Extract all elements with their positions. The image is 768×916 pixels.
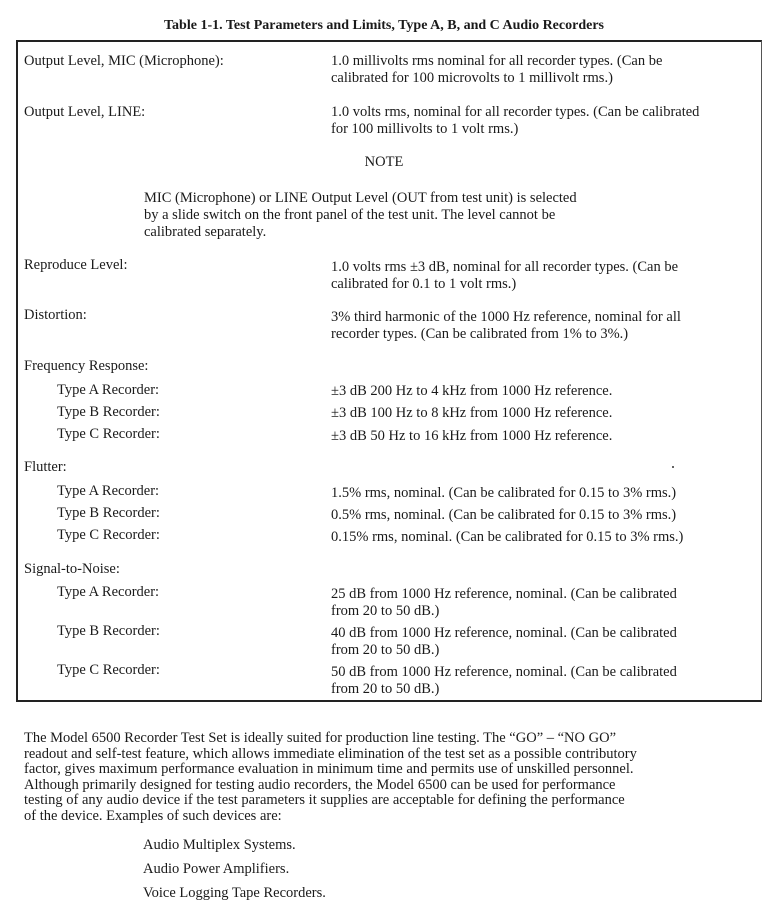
flutter-type-b-value: 0.5% rms, nominal. (Can be calibrated for 0.15 to 3% rms.) [331,507,677,523]
snr-type-a-value-line2: from 20 to 50 dB.) [331,603,440,619]
paragraph-line: of the device. Examples of such devices are: [24,807,282,824]
line-output-value-line2: for 100 millivolts to 1 volt rms.) [331,121,519,137]
example-item: Audio Multiplex Systems. [143,837,296,853]
line-output-value-line1: 1.0 volts rms, nominal for all recorder types. (Can be calibrated [331,104,700,120]
freq-type-b-label: Type B Recorder: [57,404,160,420]
snr-type-b-value-line1: 40 dB from 1000 Hz reference, nominal. (Can be calibrated [331,625,677,641]
distortion-label: Distortion: [24,307,87,323]
line-output-label: Output Level, LINE: [24,104,146,120]
paragraph-line: testing of any audio device if the test parameters it supplies are acceptable for defining the performance [24,792,625,808]
frequency-response-label: Frequency Response: [24,358,149,374]
flutter-label: Flutter: [24,459,67,475]
mic-output-value-line2: calibrated for 100 microvolts to 1 millivolt rms.) [331,70,613,86]
paragraph-line: factor, gives maximum performance evaluation in minimum time and permits use of unskilled personnel. [24,761,634,777]
distortion-value-line1: 3% third harmonic of the 1000 Hz reference, nominal for all [331,309,681,325]
freq-type-b-value: ±3 dB 100 Hz to 8 kHz from 1000 Hz reference. [331,405,613,421]
flutter-type-c-value: 0.15% rms, nominal. (Can be calibrated for 0.15 to 3% rms.) [331,529,684,545]
snr-type-c-label: Type C Recorder: [57,662,160,678]
note-text-line2: by a slide switch on the front panel of the test unit. The level cannot be [144,207,556,223]
note-heading: NOTE [364,154,404,170]
paragraph-line: readout and self-test feature, which allows immediate elimination of the test set as a possible contributory [24,745,637,762]
flutter-type-b-label: Type B Recorder: [57,505,160,521]
flutter-type-c-label: Type C Recorder: [57,527,160,543]
signal-to-noise-label: Signal-to-Noise: [24,561,120,577]
paragraph-line: The Model 6500 Recorder Test Set is ideally suited for production line testing. The “GO” – “NO GO” [24,730,617,746]
freq-type-a-value: ±3 dB 200 Hz to 4 kHz from 1000 Hz reference. [331,383,613,399]
flutter-type-a-value: 1.5% rms, nominal. (Can be calibrated for 0.15 to 3% rms.) [331,485,677,501]
flutter-type-a-label: Type A Recorder: [57,483,160,499]
snr-type-c-value-line2: from 20 to 50 dB.) [331,681,440,697]
reproduce-level-value-line1: 1.0 volts rms ±3 dB, nominal for all recorder types. (Can be [331,259,679,275]
snr-type-a-label: Type A Recorder: [57,584,160,600]
freq-type-a-label: Type A Recorder: [57,382,160,398]
mic-output-value-line1: 1.0 millivolts rms nominal for all recorder types. (Can be [331,53,663,69]
snr-type-c-value-line1: 50 dB from 1000 Hz reference, nominal. (Can be calibrated [331,664,677,680]
paragraph-line: Although primarily designed for testing audio recorders, the Model 6500 can be used for performance [24,776,616,793]
reproduce-level-label: Reproduce Level: [24,257,128,273]
freq-type-c-label: Type C Recorder: [57,426,160,442]
example-item: Audio Power Amplifiers. [143,861,290,877]
note-text-line1: MIC (Microphone) or LINE Output Level (OUT from test unit) is selected [144,190,577,206]
mic-output-label: Output Level, MIC (Microphone): [24,53,224,69]
example-item: Voice Logging Tape Recorders. [143,885,326,901]
table-caption: Table 1-1. Test Parameters and Limits, Type A, B, and C Audio Recorders [164,18,604,33]
reproduce-level-value-line2: calibrated for 0.1 to 1 volt rms.) [331,276,517,292]
description-paragraph [24,731,744,824]
freq-type-c-value: ±3 dB 50 Hz to 16 kHz from 1000 Hz reference. [331,428,613,444]
snr-type-b-value-line2: from 20 to 50 dB.) [331,642,440,658]
snr-type-a-value-line1: 25 dB from 1000 Hz reference, nominal. (Can be calibrated [331,586,677,602]
snr-type-b-label: Type B Recorder: [57,623,160,639]
stray-dot-mark [672,466,674,468]
distortion-value-line2: recorder types. (Can be calibrated from 1% to 3%.) [331,326,629,342]
note-text-line3: calibrated separately. [144,224,267,240]
